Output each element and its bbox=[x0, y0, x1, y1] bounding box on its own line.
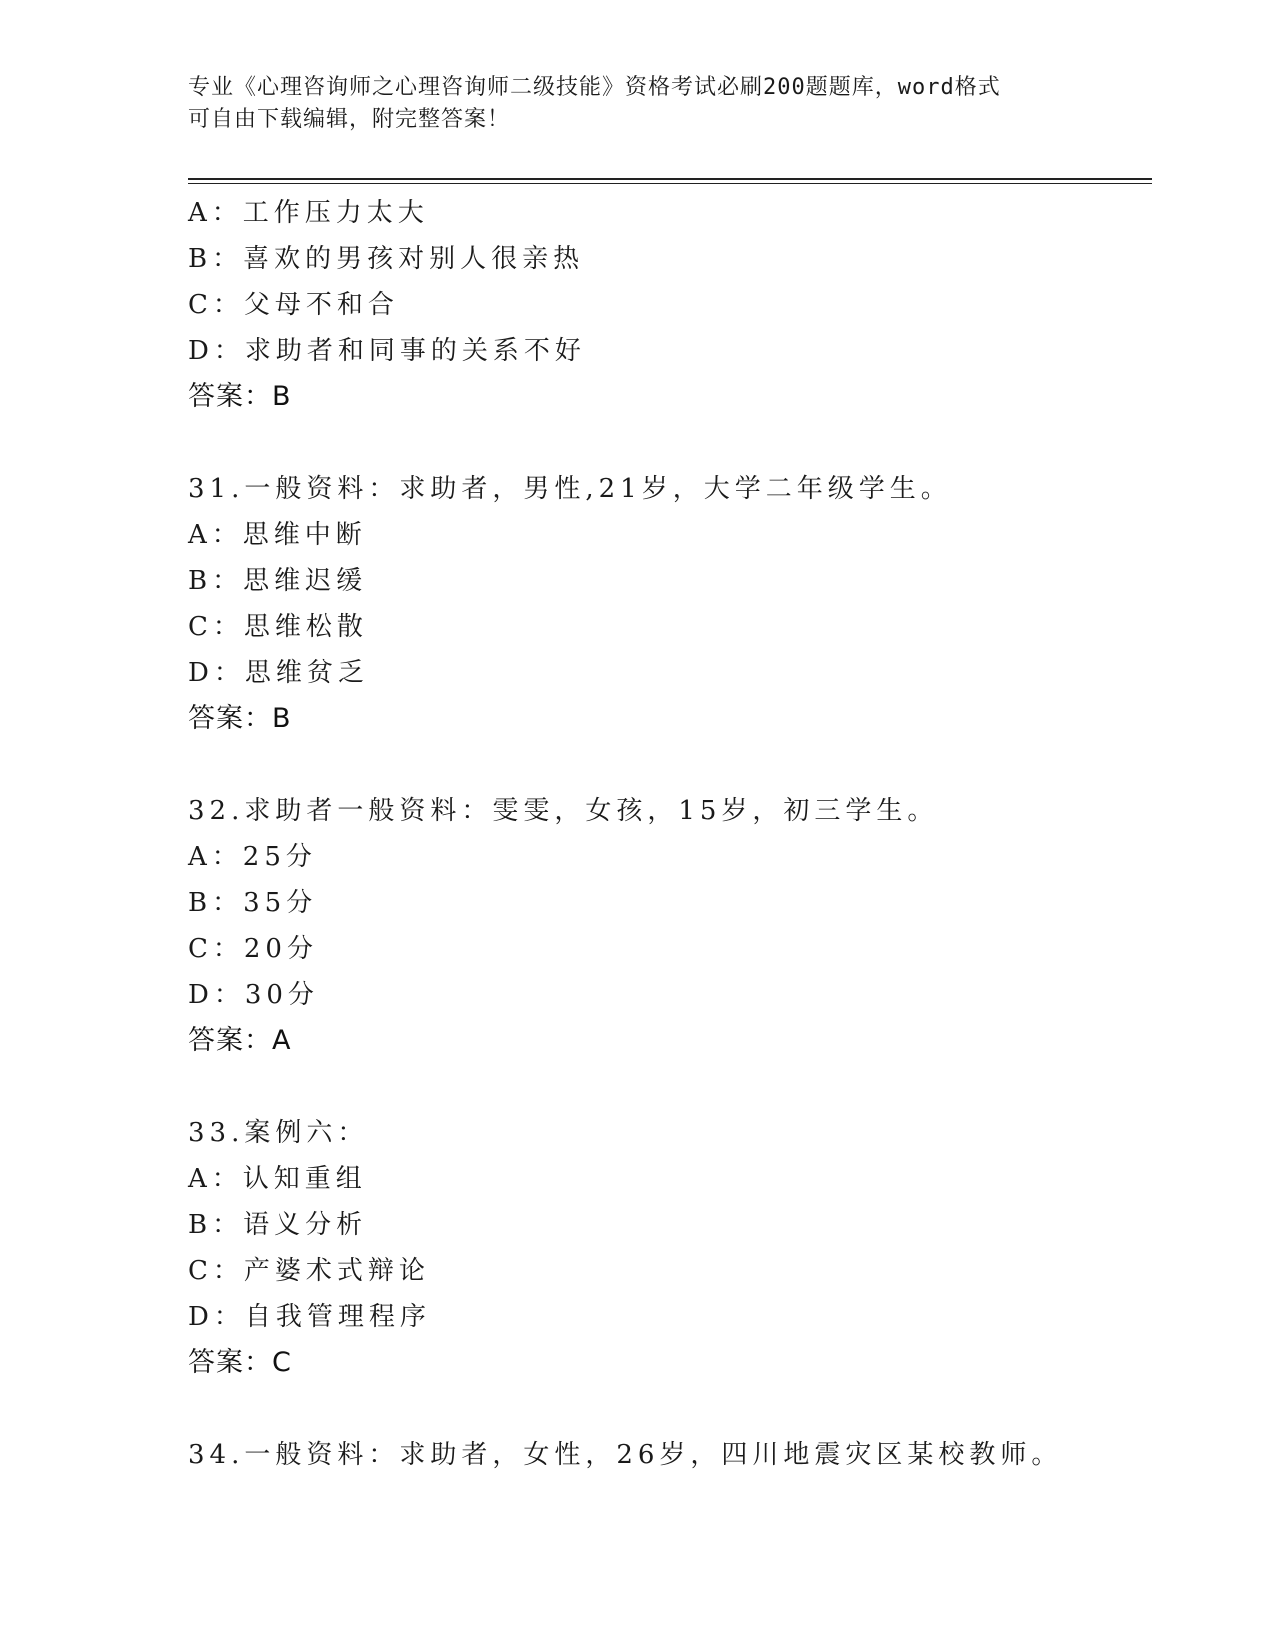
question-list bbox=[188, 190, 1152, 1478]
option-a: A：工作压力太大 bbox=[188, 198, 429, 228]
question-33-text: 33.案例六： bbox=[188, 1118, 369, 1148]
header-divider-thick bbox=[188, 178, 1152, 180]
spacer bbox=[188, 1386, 1152, 1432]
spacer bbox=[188, 420, 1152, 466]
header-divider-thin bbox=[188, 183, 1152, 184]
option-d: D：求助者和同事的关系不好 bbox=[188, 336, 586, 366]
option-b: B：35分 bbox=[188, 888, 318, 918]
question-32-text: 32.求助者一般资料：雯雯，女孩，15岁，初三学生。 bbox=[188, 796, 939, 826]
spacer bbox=[188, 1064, 1152, 1110]
header-line-2: 可自由下载编辑，附完整答案！ bbox=[188, 107, 511, 132]
header-line-1: 专业《心理咨询师之心理咨询师二级技能》资格考试必刷200题题库，word格式 bbox=[188, 75, 1001, 100]
option-a: A：25分 bbox=[188, 842, 317, 872]
option-c: C：产婆术式辩论 bbox=[188, 1256, 430, 1286]
question-31-text: 31.一般资料：求助者，男性,21岁，大学二年级学生。 bbox=[188, 474, 952, 504]
option-c: C：父母不和合 bbox=[188, 290, 399, 320]
option-c: C：思维松散 bbox=[188, 612, 368, 642]
answer-line: 答案：A bbox=[188, 1025, 292, 1056]
option-b: B：思维迟缓 bbox=[188, 566, 368, 596]
question-34-text: 34.一般资料：求助者，女性，26岁，四川地震灾区某校教师。 bbox=[188, 1440, 1063, 1470]
option-c: C：20分 bbox=[188, 934, 318, 964]
option-a: A：认知重组 bbox=[188, 1164, 367, 1194]
document-header bbox=[188, 72, 1088, 136]
option-b: B：语义分析 bbox=[188, 1210, 368, 1240]
option-d: D：30分 bbox=[188, 980, 319, 1010]
spacer bbox=[188, 742, 1152, 788]
option-a: A：思维中断 bbox=[188, 520, 367, 550]
answer-line: 答案：C bbox=[188, 1347, 292, 1378]
option-d: D：思维贫乏 bbox=[188, 658, 369, 688]
option-d: D：自我管理程序 bbox=[188, 1302, 431, 1332]
answer-line: 答案：B bbox=[188, 381, 292, 412]
option-b: B：喜欢的男孩对别人很亲热 bbox=[188, 244, 585, 274]
answer-line: 答案：B bbox=[188, 703, 292, 734]
